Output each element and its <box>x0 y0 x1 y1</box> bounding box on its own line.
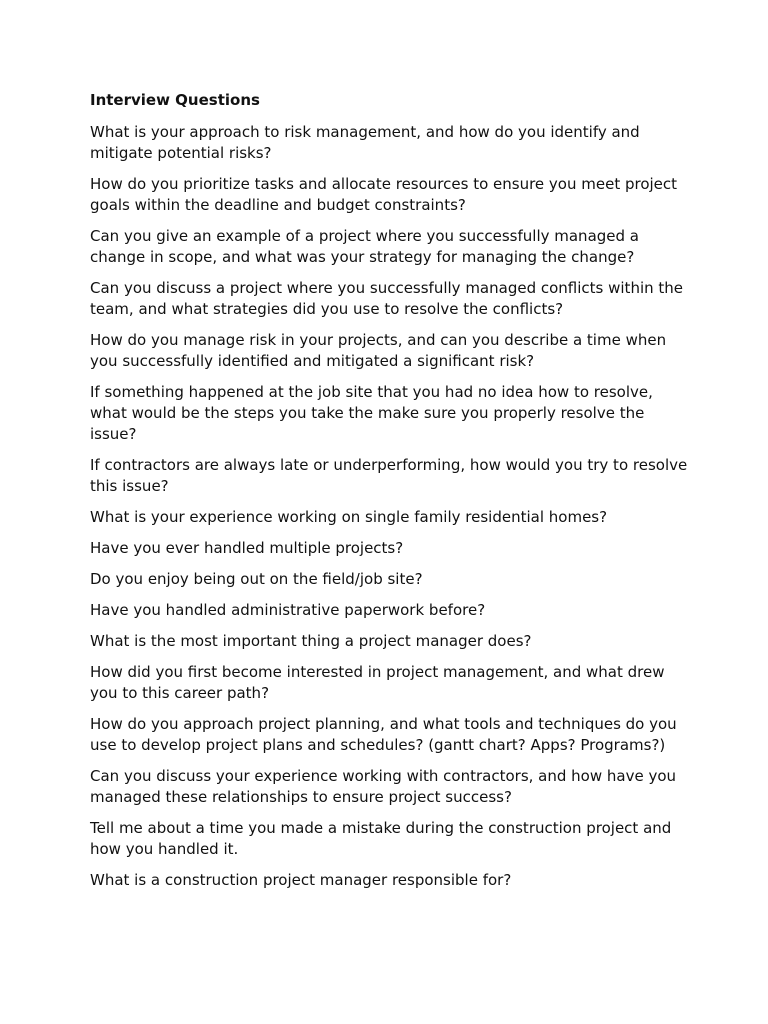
question-item: Have you handled administrative paperwork before? <box>90 601 486 619</box>
document-title: Interview Questions <box>90 91 260 109</box>
question-item: Can you discuss your experience working with contractors, and how have you managed these relationships to ensure project success? <box>90 767 677 806</box>
question-item: How do you prioritize tasks and allocate resources to ensure you meet project goals within the deadline and budget constraints? <box>90 175 678 214</box>
question-item: How do you approach project planning, and what tools and techniques do you use to develop project plans and schedules? (gantt chart? Apps? Programs?) <box>90 715 677 754</box>
question-item: What is a construction project manager responsible for? <box>90 871 512 889</box>
question-item: Can you give an example of a project where you successfully managed a change in scope, and what was your strategy for managing the change? <box>90 227 639 266</box>
question-item: What is the most important thing a project manager does? <box>90 632 532 650</box>
question-item: Do you enjoy being out on the field/job site? <box>90 570 423 588</box>
question-item: If something happened at the job site that you had no idea how to resolve, what would be the steps you take the make sure you properly resolve the issue? <box>90 383 653 443</box>
question-item: What is your experience working on single family residential homes? <box>90 508 608 526</box>
question-item: Have you ever handled multiple projects? <box>90 539 404 557</box>
question-list <box>90 122 690 891</box>
question-item: What is your approach to risk management, and how do you identify and mitigate potential risks? <box>90 123 640 162</box>
question-item: Can you discuss a project where you successfully managed conflicts within the team, and what strategies did you use to resolve the conflicts? <box>90 279 684 318</box>
document-body <box>90 90 690 901</box>
question-item: How do you manage risk in your projects, and can you describe a time when you successfully identified and mitigated a significant risk? <box>90 331 667 370</box>
question-item: Tell me about a time you made a mistake during the construction project and how you handled it. <box>90 819 672 858</box>
question-item: If contractors are always late or underperforming, how would you try to resolve this issue? <box>90 456 688 495</box>
question-item: How did you first become interested in project management, and what drew you to this career path? <box>90 663 665 702</box>
